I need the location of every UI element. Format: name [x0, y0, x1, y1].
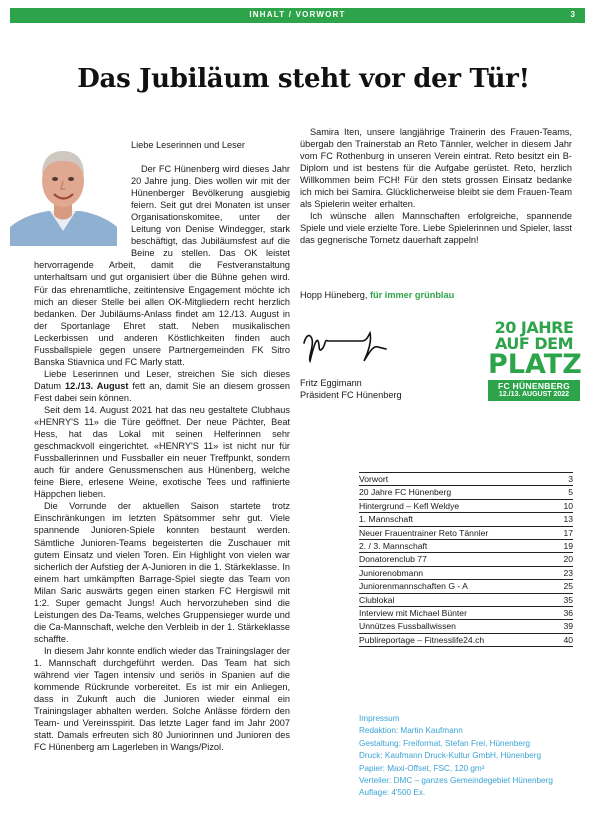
toc-title: 20 Jahre FC Hünenberg	[359, 487, 452, 498]
body-paragraph: Ich wünsche allen Mannschaften erfolgreiche, spannende Spiele und viele erzielte Tore. Liebe Spielerinnen und Spieler, lasst das gegnerische Tornetz dauerhaft zappeln!	[300, 211, 572, 246]
signer-block	[300, 377, 402, 401]
toc-title: Publireportage – Fitnesslife24.ch	[359, 634, 485, 645]
toc-page-number: 39	[563, 621, 573, 632]
section-header-bar	[10, 8, 585, 23]
toc-page-number: 19	[563, 540, 573, 551]
salutation: Liebe Leserinnen und Leser	[131, 140, 245, 150]
toc-page-number: 25	[563, 581, 573, 592]
logo-line-1: 20 JAHRE	[494, 318, 574, 337]
closing-line	[300, 290, 454, 300]
toc-title: 1. Mannschaft	[359, 514, 413, 525]
body-paragraph: In diesem Jahr konnte endlich wieder das Trainingslager der 1. Mannschaft durchgeführt werden. Das Team hat sich während vier Tagen intensiv und seriös in Spanien auf die kommende Rückrunde vorbereitet. Es ist mir ein Anliegen, dass in Zukunft auch die Junioren wieder einmal ein Trainingslager abhalten werden. Solche Anlässe fördern den Team- und Vereinsspirit. Das letzte Lager fand im Jahr 2007 statt. Damals erfreuten sich 80 Juniorinnen und Junioren des FC Hünenberg am Lagerleben in Wangs/Pizol.	[34, 645, 290, 753]
anniversary-logo	[488, 320, 580, 407]
toc-title: 2. / 3. Mannschaft	[359, 540, 428, 551]
impressum-line: Verteiler: DMC – ganzes Gemeindegebiet Hünenberg	[359, 776, 553, 786]
toc-page-number: 3	[568, 474, 573, 484]
impressum-line: Druck: Kaufmann Druck-Kultur GmbH, Hünenberg	[359, 751, 542, 761]
section-label: INHALT / VORWORT	[249, 10, 346, 19]
handwritten-signature	[300, 323, 390, 365]
toc-page-number: 10	[563, 500, 573, 511]
toc-page-number: 17	[563, 527, 573, 538]
impressum-heading: Impressum	[359, 714, 400, 723]
toc-page-number: 13	[563, 514, 573, 525]
toc-page-number: 36	[563, 607, 573, 618]
toc-row[interactable]	[359, 634, 573, 647]
toc-title: Clublokal	[359, 594, 395, 605]
toc-title: Juniorenmannschaften G - A	[359, 581, 468, 592]
toc-title: Juniorenobmann	[359, 567, 424, 578]
toc-title: Neuer Frauentrainer Reto Tännler	[359, 527, 489, 538]
closing-text: Hopp Hüneberg,	[300, 290, 370, 300]
closing-highlight: für immer grünblau	[369, 290, 455, 300]
highlight-date: 12./13. August	[65, 380, 129, 391]
toc-row[interactable]	[359, 607, 573, 620]
toc-row[interactable]	[359, 540, 573, 553]
paragraph-text: fett an, damit Sie an diesem grossen Fest dabei sein können.	[34, 380, 290, 403]
body-paragraph: Seit dem 14. August 2021 hat das neu gestaltete Clubhaus «HENRY'S 11» die Türe geöffnet. Der neue Pächter, Beat Hess, hat das Lokal mit seinen Helferinnen sehr geschmackvoll eingerichtet. «HENRY'S 11» ist nicht nur für Fussballerinnen und Fussballer ein neuer Treffpunkt, sondern auch für andere Genussmenschen aus Hünenberg, welche feine Biere, erlesene Weine, exotische Tees und raffinierte Häppchen lieben.	[34, 404, 290, 500]
photo-spacer	[34, 139, 131, 251]
toc-title: Hintergrund – Kefl Weldye	[359, 500, 460, 511]
page-number: 3	[570, 10, 575, 19]
toc-title: Vorwort	[359, 474, 389, 484]
toc-row[interactable]	[359, 527, 573, 540]
toc-row[interactable]	[359, 513, 573, 526]
logo-club: FC HÜNENBERG	[497, 381, 571, 391]
table-of-contents	[359, 472, 573, 647]
toc-row[interactable]	[359, 486, 573, 499]
logo-line-2: AUF DEM	[494, 334, 573, 353]
toc-row[interactable]	[359, 580, 573, 593]
impressum-line: Papier: Maxi-Offset, FSC, 120 gm²	[359, 763, 485, 773]
toc-title: Donatorenclub 77	[359, 554, 427, 565]
toc-page-number: 20	[563, 554, 573, 565]
toc-row[interactable]	[359, 594, 573, 607]
article-title: Das Jubiläum steht vor der Tür!	[77, 64, 530, 94]
toc-page-number: 5	[568, 487, 573, 498]
toc-title: Interview mit Michael Bünter	[359, 607, 467, 618]
impressum-line: Gestaltung: Freiformat, Stefan Frei, Hünenberg	[359, 738, 531, 748]
impressum	[359, 713, 589, 800]
impressum-line: Redaktion: Martin Kaufmann	[359, 726, 463, 736]
toc-page-number: 23	[563, 567, 573, 578]
signer-role: Präsident FC Hünenberg	[300, 390, 402, 400]
body-paragraph: Die Vorrunde der aktuellen Saison startete trotz Einschränkungen im letzten Spätsommer sehr gut. Viele spannende Junioren-Spiele konnten bestaunt werden. Sämtliche Junioren-Teams begeisterten die Zuschauer mit gutem Einsatz und vielen Toren. Ein Highlight von vielen war sicherlich der Aufstieg der A-Junioren in die 1. Stärkeklasse. In einem hart umkämpften Barrage-Spiel siegte das Team von Milan Saric auswärts gegen einen starken FC Hergiswil mit 1:2. Super gemacht Jungs! Auch hervorzuheben sind die Leistungen des Da-Teams, welches Gruppensieger wurde und die Ca-Mannschaft, welche den Verbleib in der 1. Stärkeklasse schaffte.	[34, 501, 290, 644]
toc-row[interactable]	[359, 553, 573, 566]
left-column	[34, 139, 290, 753]
impressum-line: Auflage: 4'500 Ex.	[359, 788, 426, 798]
logo-line-3: PLATZ	[488, 349, 582, 380]
toc-row[interactable]	[359, 620, 573, 633]
logo-date: 12./13. AUGUST 2022	[498, 391, 570, 398]
toc-row[interactable]	[359, 567, 573, 580]
paragraph-text: Liebe Leserinnen und Leser, streichen Sie sich dieses Datum	[34, 368, 290, 391]
toc-title: Unnützes Fussballwissen	[359, 621, 456, 632]
toc-page-number: 35	[563, 594, 573, 605]
toc-page-number: 40	[563, 634, 573, 645]
signer-name: Fritz Eggimann	[300, 378, 362, 388]
body-paragraph: Der FC Hünenberg wird dieses Jahr 20 Jahre jung. Dies wollen wir mit der Hünenberger Bevölkerung ausgiebig feiern. Seit gut drei Monaten ist unser Organisationskomitee, unter der Leitung von Denise Windegger, stark beschäftigt, das Jubiläumsfest auf die Beine zu stellen. Das OK leistet hervorragende Arbeit, damit die Festveranstaltung unterhaltsam und gut organisiert über die Bühne gehen wird. Für das ehrenamtliche, zeitintensive Engagement möchte ich mich an dieser Stelle bei allen OK-Mitgliedern recht herzlich bedanken. Der Jubiläums-Anlass findet am 12./13. August in der Sportanlage Ehret statt. Neben musikalischen Leckerbissen und anderen Köstlichkeiten finden auch Fussballspiele gegen unsere Partnergemeinden FK Sitro Banska Stiavnica und FC Marly statt.	[34, 164, 290, 367]
toc-row[interactable]	[359, 500, 573, 513]
body-paragraph	[34, 368, 290, 404]
logo-band	[488, 380, 580, 401]
toc-row[interactable]	[359, 473, 573, 486]
body-paragraph: Samira Iten, unsere langjährige Trainerin des Frauen-Teams, übergab den Trainerstab an Reto Tännler, welcher in diesem Jahr vom FC Rothenburg in unseren Verein eintrat. Reto besitzt ein B-Diplom und ist bestens für die Aufgabe gerüstet. Reto, herzlich Willkommen beim FCH! Für den stets grossen Einsatz bedanke ich mich bei Samira. Glücklicherweise bleibt sie dem Frauen-Team als Spielerin weiter erhalten.	[300, 127, 572, 210]
right-column	[300, 126, 572, 246]
